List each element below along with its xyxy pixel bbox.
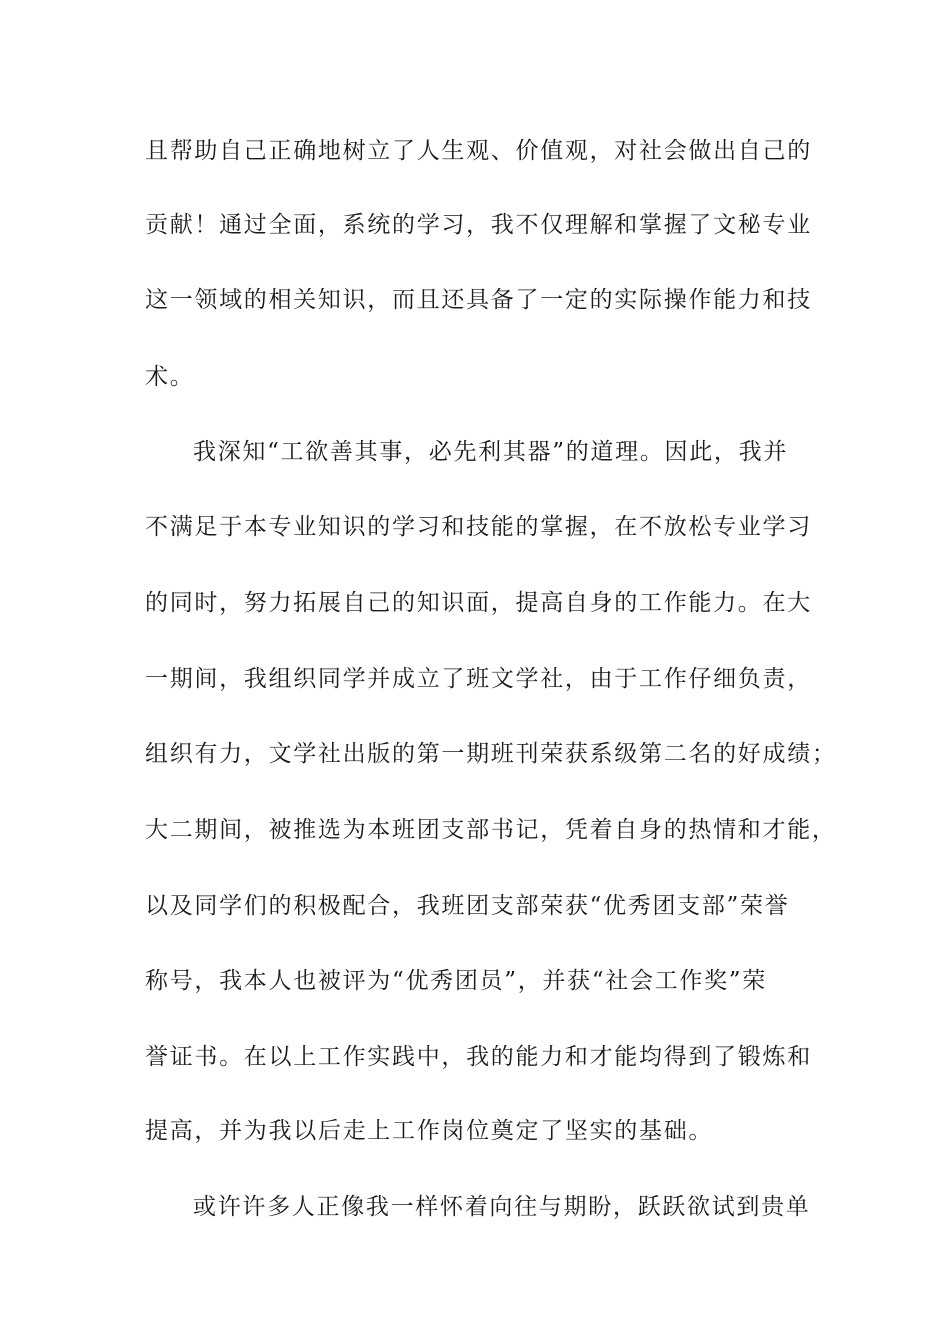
text-line: 以及同学们的积极配合，我班团支部荣获“优秀团支部”荣誉 (145, 893, 790, 919)
text-line: 称号，我本人也被评为“优秀团员”，并获“社会工作奖”荣 (145, 968, 767, 994)
text-line: 不满足于本专业知识的学习和技能的掌握，在不放松专业学习 (145, 514, 812, 540)
text-line: 组织有力，文学社出版的第一期班刊荣获系级第二名的好成绩； (145, 741, 837, 767)
text-line: 贡献！通过全面，系统的学习，我不仅理解和掌握了文秘专业 (145, 212, 812, 238)
text-line: 一期间，我组织同学并成立了班文学社，由于工作仔细负责， (145, 666, 812, 692)
text-line: 的同时，努力拓展自己的知识面，提高自身的工作能力。在大 (145, 590, 812, 616)
text-line: 或许许多人正像我一样怀着向往与期盼，跃跃欲试到贵单 (193, 1194, 811, 1220)
text-line: 誉证书。在以上工作实践中，我的能力和才能均得到了锻炼和 (145, 1044, 812, 1070)
text-line: 我深知“工欲善其事，必先利其器”的道理。因此，我并 (193, 439, 789, 465)
text-line: 这一领域的相关知识，而且还具备了一定的实际操作能力和技 (145, 287, 812, 313)
text-line: 且帮助自己正确地树立了人生观、价值观，对社会做出自己的 (145, 138, 812, 164)
text-line: 术。 (145, 364, 195, 390)
text-line: 大二期间，被推选为本班团支部书记，凭着自身的热情和才能， (145, 817, 837, 843)
text-line: 提高，并为我以后走上工作岗位奠定了坚实的基础。 (145, 1118, 714, 1144)
